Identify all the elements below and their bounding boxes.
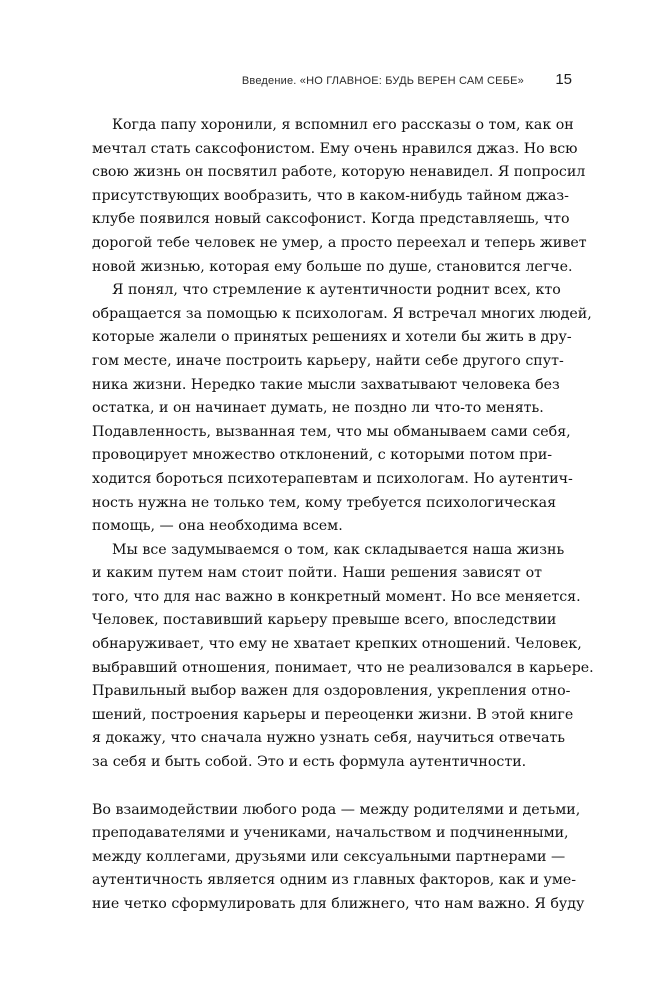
text-line: гом месте, иначе построить карьеру, найти себе другого спут- [92,352,564,369]
text-line: дорогой тебе человек не умер, а просто переехал и теперь живет [92,234,587,251]
text-line: мечтал стать саксофонистом. Ему очень нравился джаз. Но всю [92,140,578,157]
text-line: выбравший отношения, понимает, что не реализовался в карьере. [92,659,594,676]
text-line: обращается за помощью к психологам. Я встречал многих людей, [92,305,592,322]
text-line: обнаруживает, что ему не хватает крепких отношений. Человек, [92,636,582,653]
text-line: клубе появился новый саксофонист. Когда представляешь, что [92,211,570,228]
text-line: Подавленность, вызванная тем, что мы обманываем сами себя, [92,423,571,440]
text-line: между коллегами, друзьями или сексуальными партнерами — [92,848,566,865]
paragraph [92,539,594,775]
text-line: аутентичность является одним из главных факторов, как и уме- [92,872,577,889]
text-line: Мы все задумываемся о том, как складывается наша жизнь [112,541,565,558]
text-line: Человек, поставивший карьеру превыше всего, впоследствии [92,612,557,629]
text-line: ние четко сформулировать для ближнего, что нам важно. Я буду [92,896,585,912]
text-line: помощь, — она необходима всем. [92,518,343,535]
text-line: шений, построения карьеры и переоценки жизни. В этой книге [92,706,574,723]
text-line: новой жизнью, которая ему больше по душе, становится легче. [92,258,573,275]
text-line: того, что для нас важно в конкретный момент. Но все меняется. [92,588,581,605]
paragraph [92,799,585,917]
text-line: ходится бороться психотерапевтам и психологам. Но аутентич- [92,470,573,487]
text-line: Правильный выбор важен для оздоровления, укрепления отно- [92,683,571,700]
text-line: и каким путем нам стоит пойти. Наши решения зависят от [92,565,542,582]
running-head [92,71,572,91]
text-line: остатка, и он начинает думать, не поздно ли что-то менять. [92,400,544,417]
paragraph [92,114,587,279]
text-line: я докажу, что сначала нужно узнать себя, научиться отвечать [92,730,566,747]
body-text [92,114,594,917]
text-line: Я понял, что стремление к аутентичности роднит всех, кто [112,282,561,299]
text-line: за себя и быть собой. Это и есть формула аутентичности. [92,754,527,771]
text-line: присутствующих вообразить, что в каком-нибудь тайном джаз- [92,187,569,204]
text-line: преподавателями и учениками, начальством и подчиненными, [92,825,569,842]
text-line: свою жизнь он посвятил работе, которую ненавидел. Я попросил [92,164,586,181]
page-number: 15 [555,71,572,88]
paragraph [92,279,592,539]
text-line: ность нужна не только тем, кому требуется психологическая [92,494,557,511]
text-line: которые жалели о принятых решениях и хотели бы жить в дру- [92,329,572,346]
text-line: ника жизни. Нередко такие мысли захватывают человека без [92,376,560,393]
section-break [92,775,542,799]
text-line: Когда папу хоронили, я вспомнил его рассказы о том, как он [112,117,574,133]
text-line: Во взаимодействии любого рода — между родителями и детьми, [92,801,581,818]
text-line: провоцирует множество отклонений, с которыми потом при- [92,447,553,464]
running-title: Введение. «НО ГЛАВНОЕ: БУДЬ ВЕРЕН САМ СЕБЕ» [241,75,524,87]
